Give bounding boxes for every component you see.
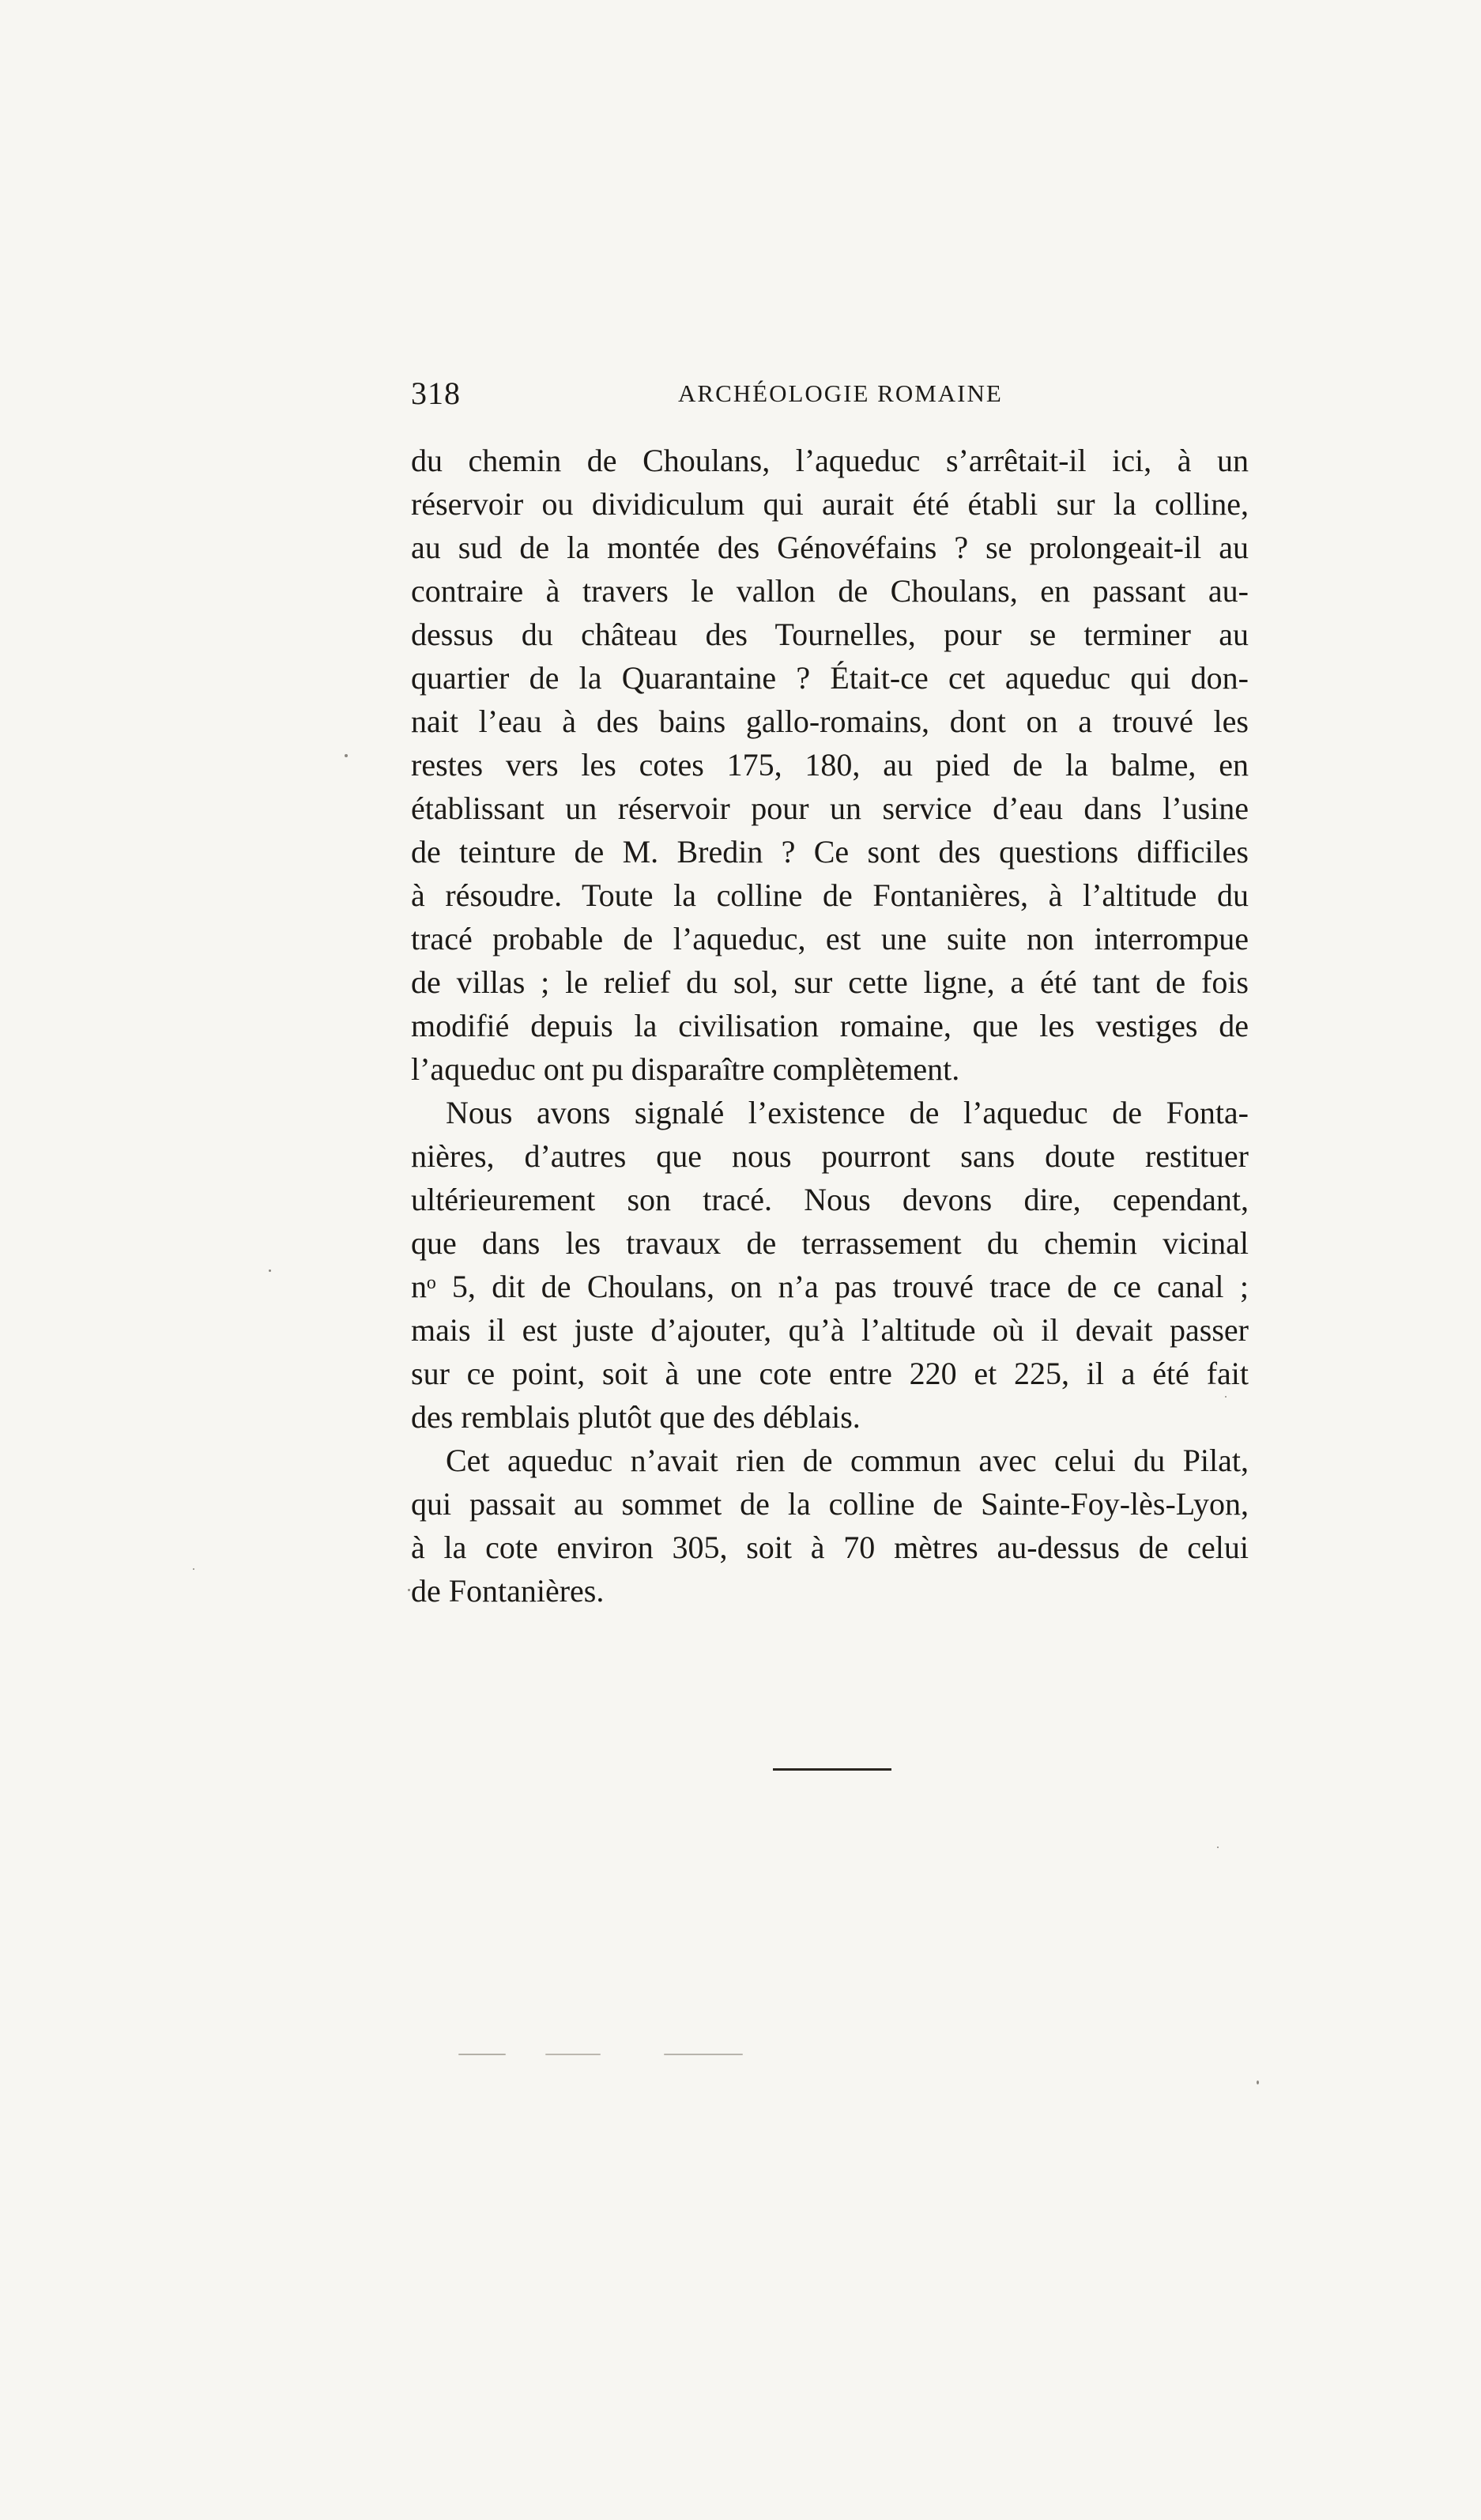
paper-speck bbox=[1217, 1847, 1219, 1848]
text-line: nᵒ 5, dit de Choulans, on n’a pas trouvé trace de ce canal ; bbox=[411, 1269, 1249, 1304]
text-line: contraire à travers le vallon de Choulans, en passant au- bbox=[411, 573, 1249, 609]
text-line: du chemin de Choulans, l’aqueduc s’arrêtait-il ici, à un bbox=[411, 443, 1249, 478]
paragraph-1 bbox=[411, 439, 1249, 1091]
text-line: au sud de la montée des Génovéfains ? se prolongeait-il au bbox=[411, 530, 1249, 565]
paper-speck bbox=[545, 2054, 601, 2055]
text-line: ultérieurement son tracé. Nous devons dire, cependant, bbox=[411, 1182, 1249, 1217]
end-rule bbox=[773, 1768, 891, 1771]
text-line: tracé probable de l’aqueduc, est une suite non interrompue bbox=[411, 921, 1249, 956]
paper-speck bbox=[408, 1589, 410, 1591]
text-line: nait l’eau à des bains gallo-romains, dont on a trouvé les bbox=[411, 704, 1249, 739]
text-line: mais il est juste d’ajouter, qu’à l’altitude où il devait passer bbox=[411, 1312, 1249, 1348]
text-line: Cet aqueduc n’avait rien de commun avec celui du Pilat, bbox=[446, 1443, 1249, 1478]
page-number: 318 bbox=[411, 375, 461, 411]
text-line: modifié depuis la civilisation romaine, que les vestiges de bbox=[411, 1008, 1249, 1043]
paper-speck bbox=[1225, 1396, 1227, 1398]
running-head bbox=[411, 375, 1280, 422]
paper-speck bbox=[193, 1568, 194, 1570]
paper-speck bbox=[269, 1269, 271, 1272]
text-line: de Fontanières. bbox=[411, 1573, 605, 1609]
paragraph-2 bbox=[411, 1091, 1249, 1439]
text-line: quartier de la Quarantaine ? Était-ce cet aqueduc qui don- bbox=[411, 660, 1249, 696]
paper-speck bbox=[664, 2054, 743, 2055]
text-line: restes vers les cotes 175, 180, au pied de la balme, en bbox=[411, 747, 1249, 783]
text-line: que dans les travaux de terrassement du chemin vicinal bbox=[411, 1225, 1249, 1261]
text-line: réservoir ou dividiculum qui aurait été établi sur la colline, bbox=[411, 486, 1249, 522]
text-line: dessus du château des Tournelles, pour se terminer au bbox=[411, 617, 1249, 652]
text-line: de villas ; le relief du sol, sur cette ligne, a été tant de fois bbox=[411, 964, 1249, 1000]
text-line: l’aqueduc ont pu disparaître complètement. bbox=[411, 1051, 960, 1087]
text-line: établissant un réservoir pour un service d’eau dans l’usine bbox=[411, 790, 1249, 826]
text-line: sur ce point, soit à une cote entre 220 et 225, il a été fait bbox=[411, 1356, 1249, 1391]
text-line: qui passait au sommet de la colline de Sainte-Foy-lès-Lyon, bbox=[411, 1486, 1249, 1522]
paper-speck bbox=[1257, 2081, 1259, 2084]
paragraph-3 bbox=[411, 1439, 1249, 1613]
body-text bbox=[411, 439, 1249, 1613]
paper-speck bbox=[458, 2054, 506, 2055]
text-line: de teinture de M. Bredin ? Ce sont des questions difficiles bbox=[411, 834, 1249, 870]
text-line: des remblais plutôt que des déblais. bbox=[411, 1399, 861, 1435]
running-title: ARCHÉOLOGIE ROMAINE bbox=[678, 379, 1003, 407]
text-line: nières, d’autres que nous pourront sans doute restituer bbox=[411, 1138, 1249, 1174]
text-line: à la cote environ 305, soit à 70 mètres au-dessus de celui bbox=[411, 1530, 1249, 1565]
text-line: à résoudre. Toute la colline de Fontanières, à l’altitude du bbox=[411, 877, 1249, 913]
text-line: Nous avons signalé l’existence de l’aqueduc de Fonta- bbox=[446, 1095, 1249, 1130]
paper-speck bbox=[345, 754, 348, 757]
